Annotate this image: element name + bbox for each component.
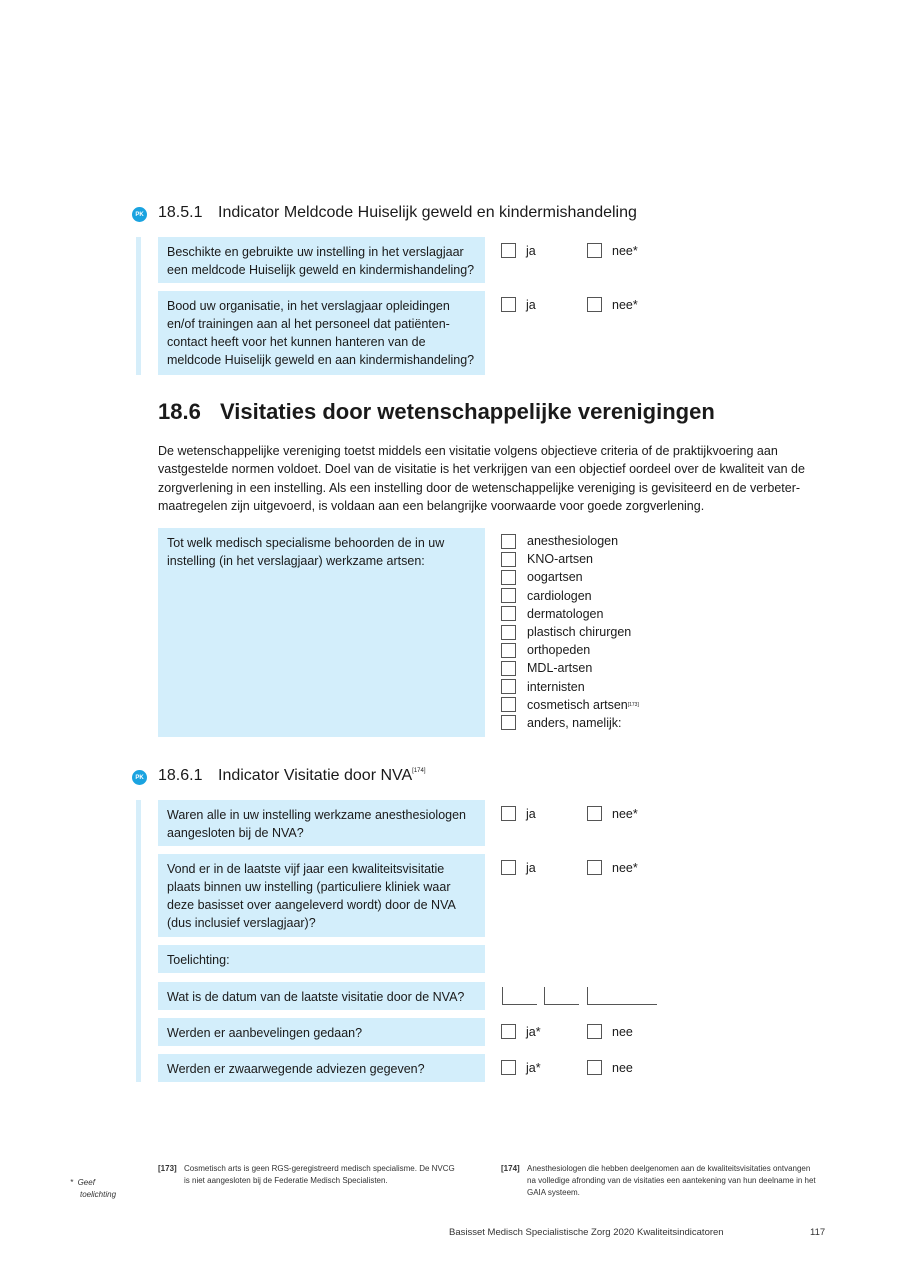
checkbox-icon[interactable] bbox=[587, 806, 602, 821]
checkbox-dermatologen[interactable]: dermatologen bbox=[501, 605, 639, 623]
checkbox-icon[interactable] bbox=[501, 243, 516, 258]
section-left-bar bbox=[136, 800, 141, 1082]
checkbox-icon[interactable] bbox=[501, 679, 516, 694]
indicator-heading-18-5-1 bbox=[158, 204, 637, 222]
toelichting-box: Toelichting: bbox=[158, 945, 485, 973]
footnote-173: [173] Cosmetisch arts is geen RGS-geregistreerd medisch specialisme. De NVCG is niet aangesloten bij de Federatie Medisch Specialisten. bbox=[158, 1164, 455, 1185]
checkbox-icon[interactable] bbox=[501, 806, 516, 821]
checkbox-nee[interactable]: nee* bbox=[587, 806, 638, 821]
indicator-title: Indicator Visitatie door NVA bbox=[218, 767, 413, 784]
side-note: * Geef toelichting bbox=[70, 1178, 117, 1199]
checkbox-icon[interactable] bbox=[501, 643, 516, 658]
checkbox-plastisch-chirurgen[interactable]: plastisch chirurgen bbox=[501, 623, 639, 641]
page-number: 117 bbox=[810, 1227, 826, 1238]
question-box: Werden er aanbevelingen gedaan? bbox=[158, 1018, 485, 1046]
checkbox-icon[interactable] bbox=[501, 606, 516, 621]
question-box: Vond er in de laatste vijf jaar een kwaliteitsvisitatie plaats binnen uw instelling (particuliere kliniek waar deze basisset over aangeleverd wordt) door de NVA (dus inclusief verslagjaar)? bbox=[158, 854, 485, 937]
checkbox-nee[interactable]: nee* bbox=[587, 860, 638, 875]
checkbox-mdl-artsen[interactable]: MDL-artsen bbox=[501, 659, 639, 677]
checkbox-nee[interactable]: nee* bbox=[587, 297, 638, 312]
indicator-number: 18.5.1 bbox=[158, 204, 203, 221]
date-day-field[interactable] bbox=[502, 987, 537, 1005]
date-year-field[interactable] bbox=[587, 987, 657, 1005]
footnote-174: [174] Anesthesiologen die hebben deelgenomen aan de kwaliteitsvisitaties ontvangen na volledige afronding van de visitaties een aantekening van hun deelname in het GAIA systeem. bbox=[501, 1164, 816, 1197]
checkbox-ja[interactable]: ja* bbox=[501, 1024, 541, 1039]
pk-badge-icon: PK bbox=[132, 770, 147, 785]
question-box: Beschikte en gebruikte uw instelling in het verslagjaar een meldcode Huiselijk geweld en kindermishandeling? bbox=[158, 237, 485, 283]
section-number: 18.6 bbox=[158, 399, 201, 424]
checkbox-ja[interactable]: ja bbox=[501, 243, 536, 258]
checkbox-icon[interactable] bbox=[501, 1024, 516, 1039]
checkbox-icon[interactable] bbox=[501, 860, 516, 875]
indicator-number: 18.6.1 bbox=[158, 767, 203, 784]
checkbox-ja[interactable]: ja bbox=[501, 297, 536, 312]
question-box: Wat is de datum van de laatste visitatie door de NVA? bbox=[158, 982, 485, 1010]
checkbox-icon[interactable] bbox=[501, 661, 516, 676]
question-box: Tot welk medisch specialisme behoorden de in uw instelling (in het verslagjaar) werkzame artsen: bbox=[158, 528, 485, 737]
checkbox-anders[interactable]: anders, namelijk: bbox=[501, 714, 639, 732]
checkbox-icon[interactable] bbox=[501, 534, 516, 549]
date-month-field[interactable] bbox=[544, 987, 579, 1005]
checkbox-icon[interactable] bbox=[501, 697, 516, 712]
footer-title: Basisset Medisch Specialistische Zorg 2020 Kwaliteitsindicatoren bbox=[449, 1227, 724, 1238]
checkbox-icon[interactable] bbox=[501, 588, 516, 603]
specialism-checkbox-list bbox=[501, 532, 639, 732]
checkbox-icon[interactable] bbox=[501, 1060, 516, 1075]
checkbox-ja[interactable]: ja bbox=[501, 860, 536, 875]
indicator-title: Indicator Meldcode Huiselijk geweld en kindermishandeling bbox=[218, 204, 637, 221]
checkbox-icon[interactable] bbox=[501, 715, 516, 730]
checkbox-ja[interactable]: ja bbox=[501, 806, 536, 821]
checkbox-icon[interactable] bbox=[501, 625, 516, 640]
footnote-ref: [173] bbox=[627, 701, 639, 708]
checkbox-oogartsen[interactable]: oogartsen bbox=[501, 568, 639, 586]
checkbox-icon[interactable] bbox=[501, 297, 516, 312]
checkbox-nee[interactable]: nee bbox=[587, 1060, 633, 1075]
checkbox-kno-artsen[interactable]: KNO-artsen bbox=[501, 550, 639, 568]
section-heading-18-6 bbox=[158, 399, 715, 425]
checkbox-internisten[interactable]: internisten bbox=[501, 678, 639, 696]
checkbox-icon[interactable] bbox=[587, 297, 602, 312]
checkbox-icon[interactable] bbox=[587, 860, 602, 875]
question-box: Werden er zwaarwegende adviezen gegeven? bbox=[158, 1054, 485, 1082]
section-title: Visitaties door wetenschappelijke verenigingen bbox=[220, 399, 715, 424]
checkbox-icon[interactable] bbox=[501, 570, 516, 585]
checkbox-icon[interactable] bbox=[501, 552, 516, 567]
checkbox-icon[interactable] bbox=[587, 243, 602, 258]
question-box: Waren alle in uw instelling werkzame anesthesiologen aangesloten bij de NVA? bbox=[158, 800, 485, 846]
checkbox-ja[interactable]: ja* bbox=[501, 1060, 541, 1075]
footnote-ref: [174] bbox=[412, 768, 426, 774]
pk-badge-icon: PK bbox=[132, 207, 147, 222]
indicator-heading-18-6-1 bbox=[158, 767, 426, 785]
checkbox-cardiologen[interactable]: cardiologen bbox=[501, 587, 639, 605]
checkbox-nee[interactable]: nee* bbox=[587, 243, 638, 258]
checkbox-orthopeden[interactable]: orthopeden bbox=[501, 641, 639, 659]
checkbox-icon[interactable] bbox=[587, 1060, 602, 1075]
checkbox-nee[interactable]: nee bbox=[587, 1024, 633, 1039]
checkbox-icon[interactable] bbox=[587, 1024, 602, 1039]
question-box: Bood uw organisatie, in het verslagjaar opleidingen en/of trainingen aan al het personeel dat patiënten-contact heeft voor het kunnen hanteren van de meldcode Huiselijk geweld en aan kindermishandeling? bbox=[158, 291, 485, 375]
section-intro-paragraph: De wetenschappelijke vereniging toetst middels een visitatie volgens objectieve criteria of de praktijkvoering aan vastgestelde normen voldoet. Doel van de visitatie is het verkrijgen van een objectief oordeel over de kwaliteit van de zorgverlening in een instelling. Als een instelling door de wetenschappelijke vereniging is gevisiteerd en de verbeter-maatregelen zijn uitgevoerd, is voldaan aan een belangrijke voorwaarde voor goede zorgverlening. bbox=[158, 444, 805, 514]
checkbox-cosmetisch-artsen[interactable]: cosmetisch artsen [173] bbox=[501, 696, 639, 714]
section-left-bar bbox=[136, 237, 141, 375]
checkbox-anesthesiologen[interactable]: anesthesiologen bbox=[501, 532, 639, 550]
